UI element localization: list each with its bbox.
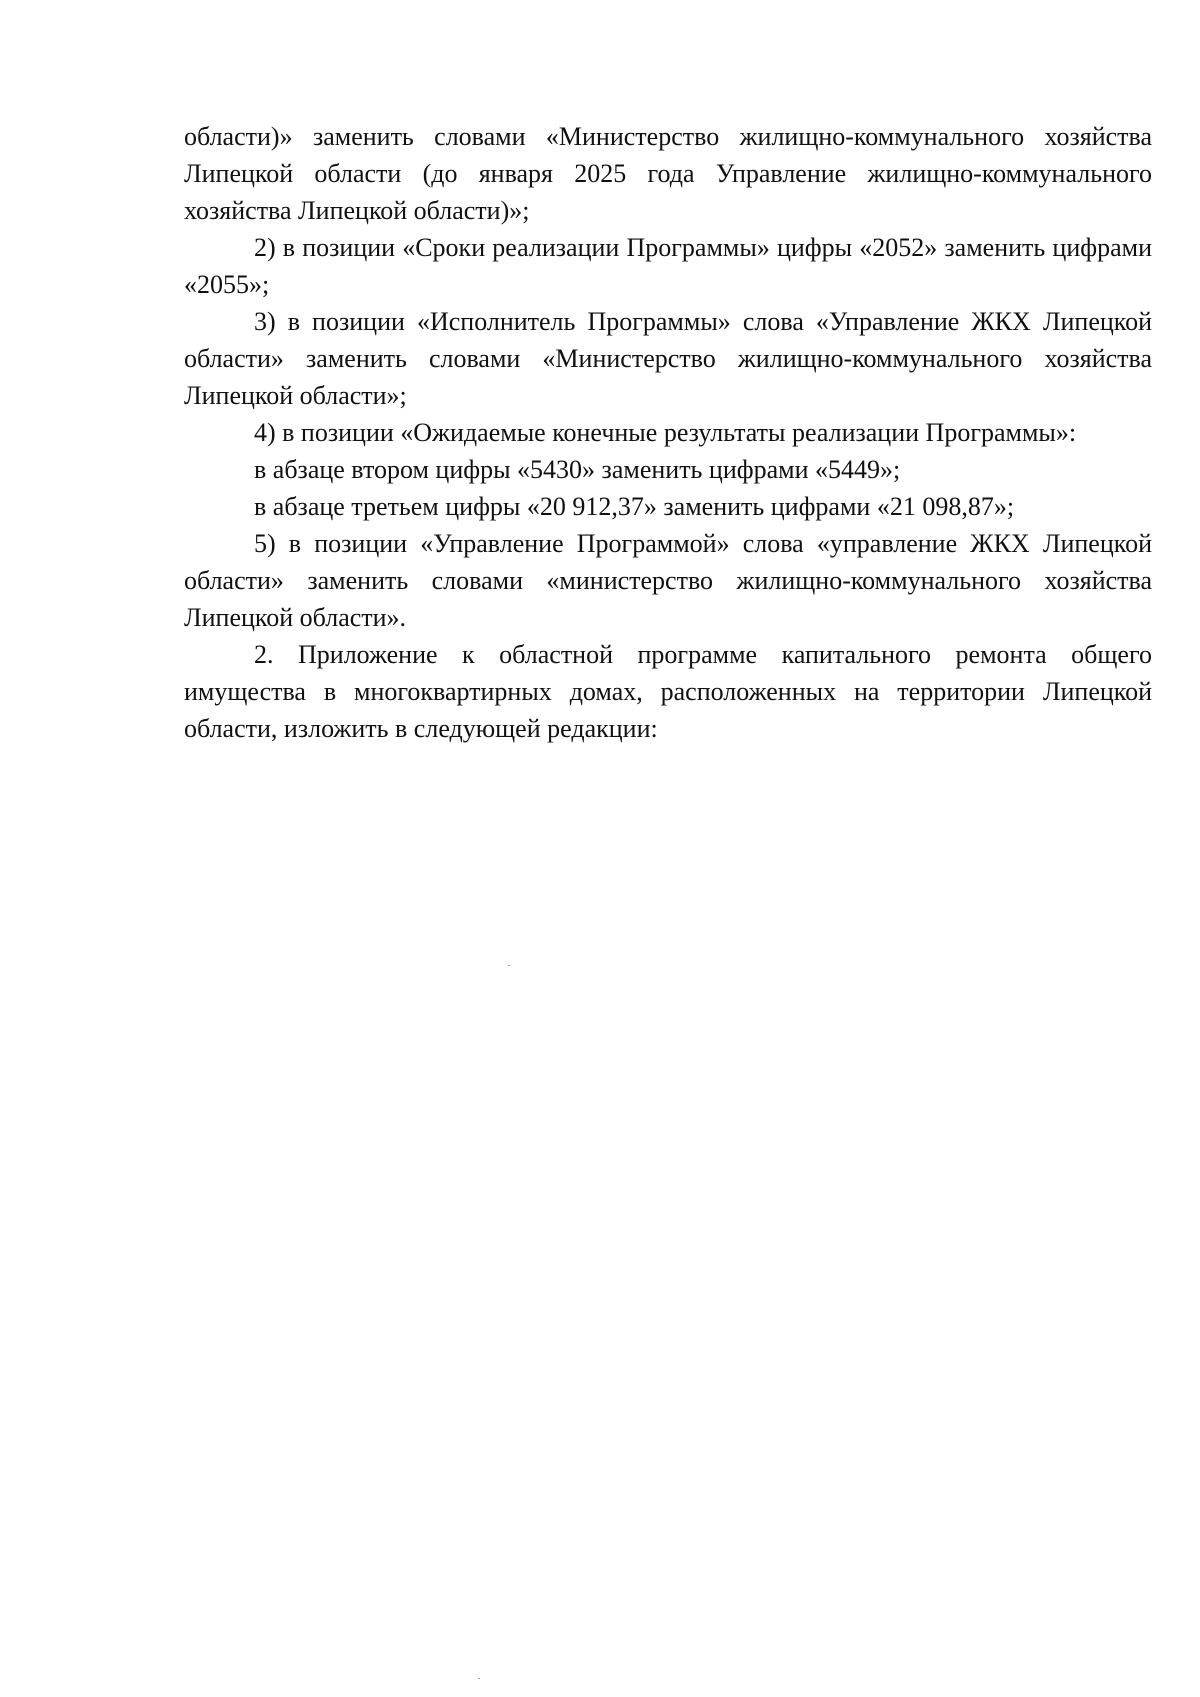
paragraph-section-2: 2. Приложение к областной программе капитального ремонта общего имущества в многоквартирных домах, расположенных на территории Липецкой области, изложить в следующей редакции:	[184, 640, 1152, 743]
paragraph-item-2: 2) в позиции «Сроки реализации Программы» цифры «2052» заменить цифрами «2055»;	[184, 233, 1152, 299]
document-body	[184, 118, 1152, 747]
scan-speck	[478, 1678, 480, 1679]
paragraph-item-4-sub-1: в абзаце втором цифры «5430» заменить цифрами «5449»;	[254, 455, 901, 484]
paragraph-item-4: 4) в позиции «Ожидаемые конечные результаты реализации Программы»:	[254, 418, 1077, 447]
paragraph-continuation: области)» заменить словами «Министерство жилищно-коммунального хозяйства Липецкой области (до января 2025 года Управление жилищно-коммунального хозяйства Липецкой области)»;	[184, 122, 1152, 225]
paragraph-item-3: 3) в позиции «Исполнитель Программы» слова «Управление ЖКХ Липецкой области» заменить словами «Министерство жилищно-коммунального хозяйства Липецкой области»;	[184, 307, 1152, 410]
paragraph-item-4-sub-2: в абзаце третьем цифры «20 912,37» заменить цифрами «21 098,87»;	[254, 492, 1015, 521]
paragraph-item-5: 5) в позиции «Управление Программой» слова «управление ЖКХ Липецкой области» заменить словами «министерство жилищно-коммунального хозяйства Липецкой области».	[184, 529, 1152, 632]
scan-speck	[508, 965, 510, 966]
